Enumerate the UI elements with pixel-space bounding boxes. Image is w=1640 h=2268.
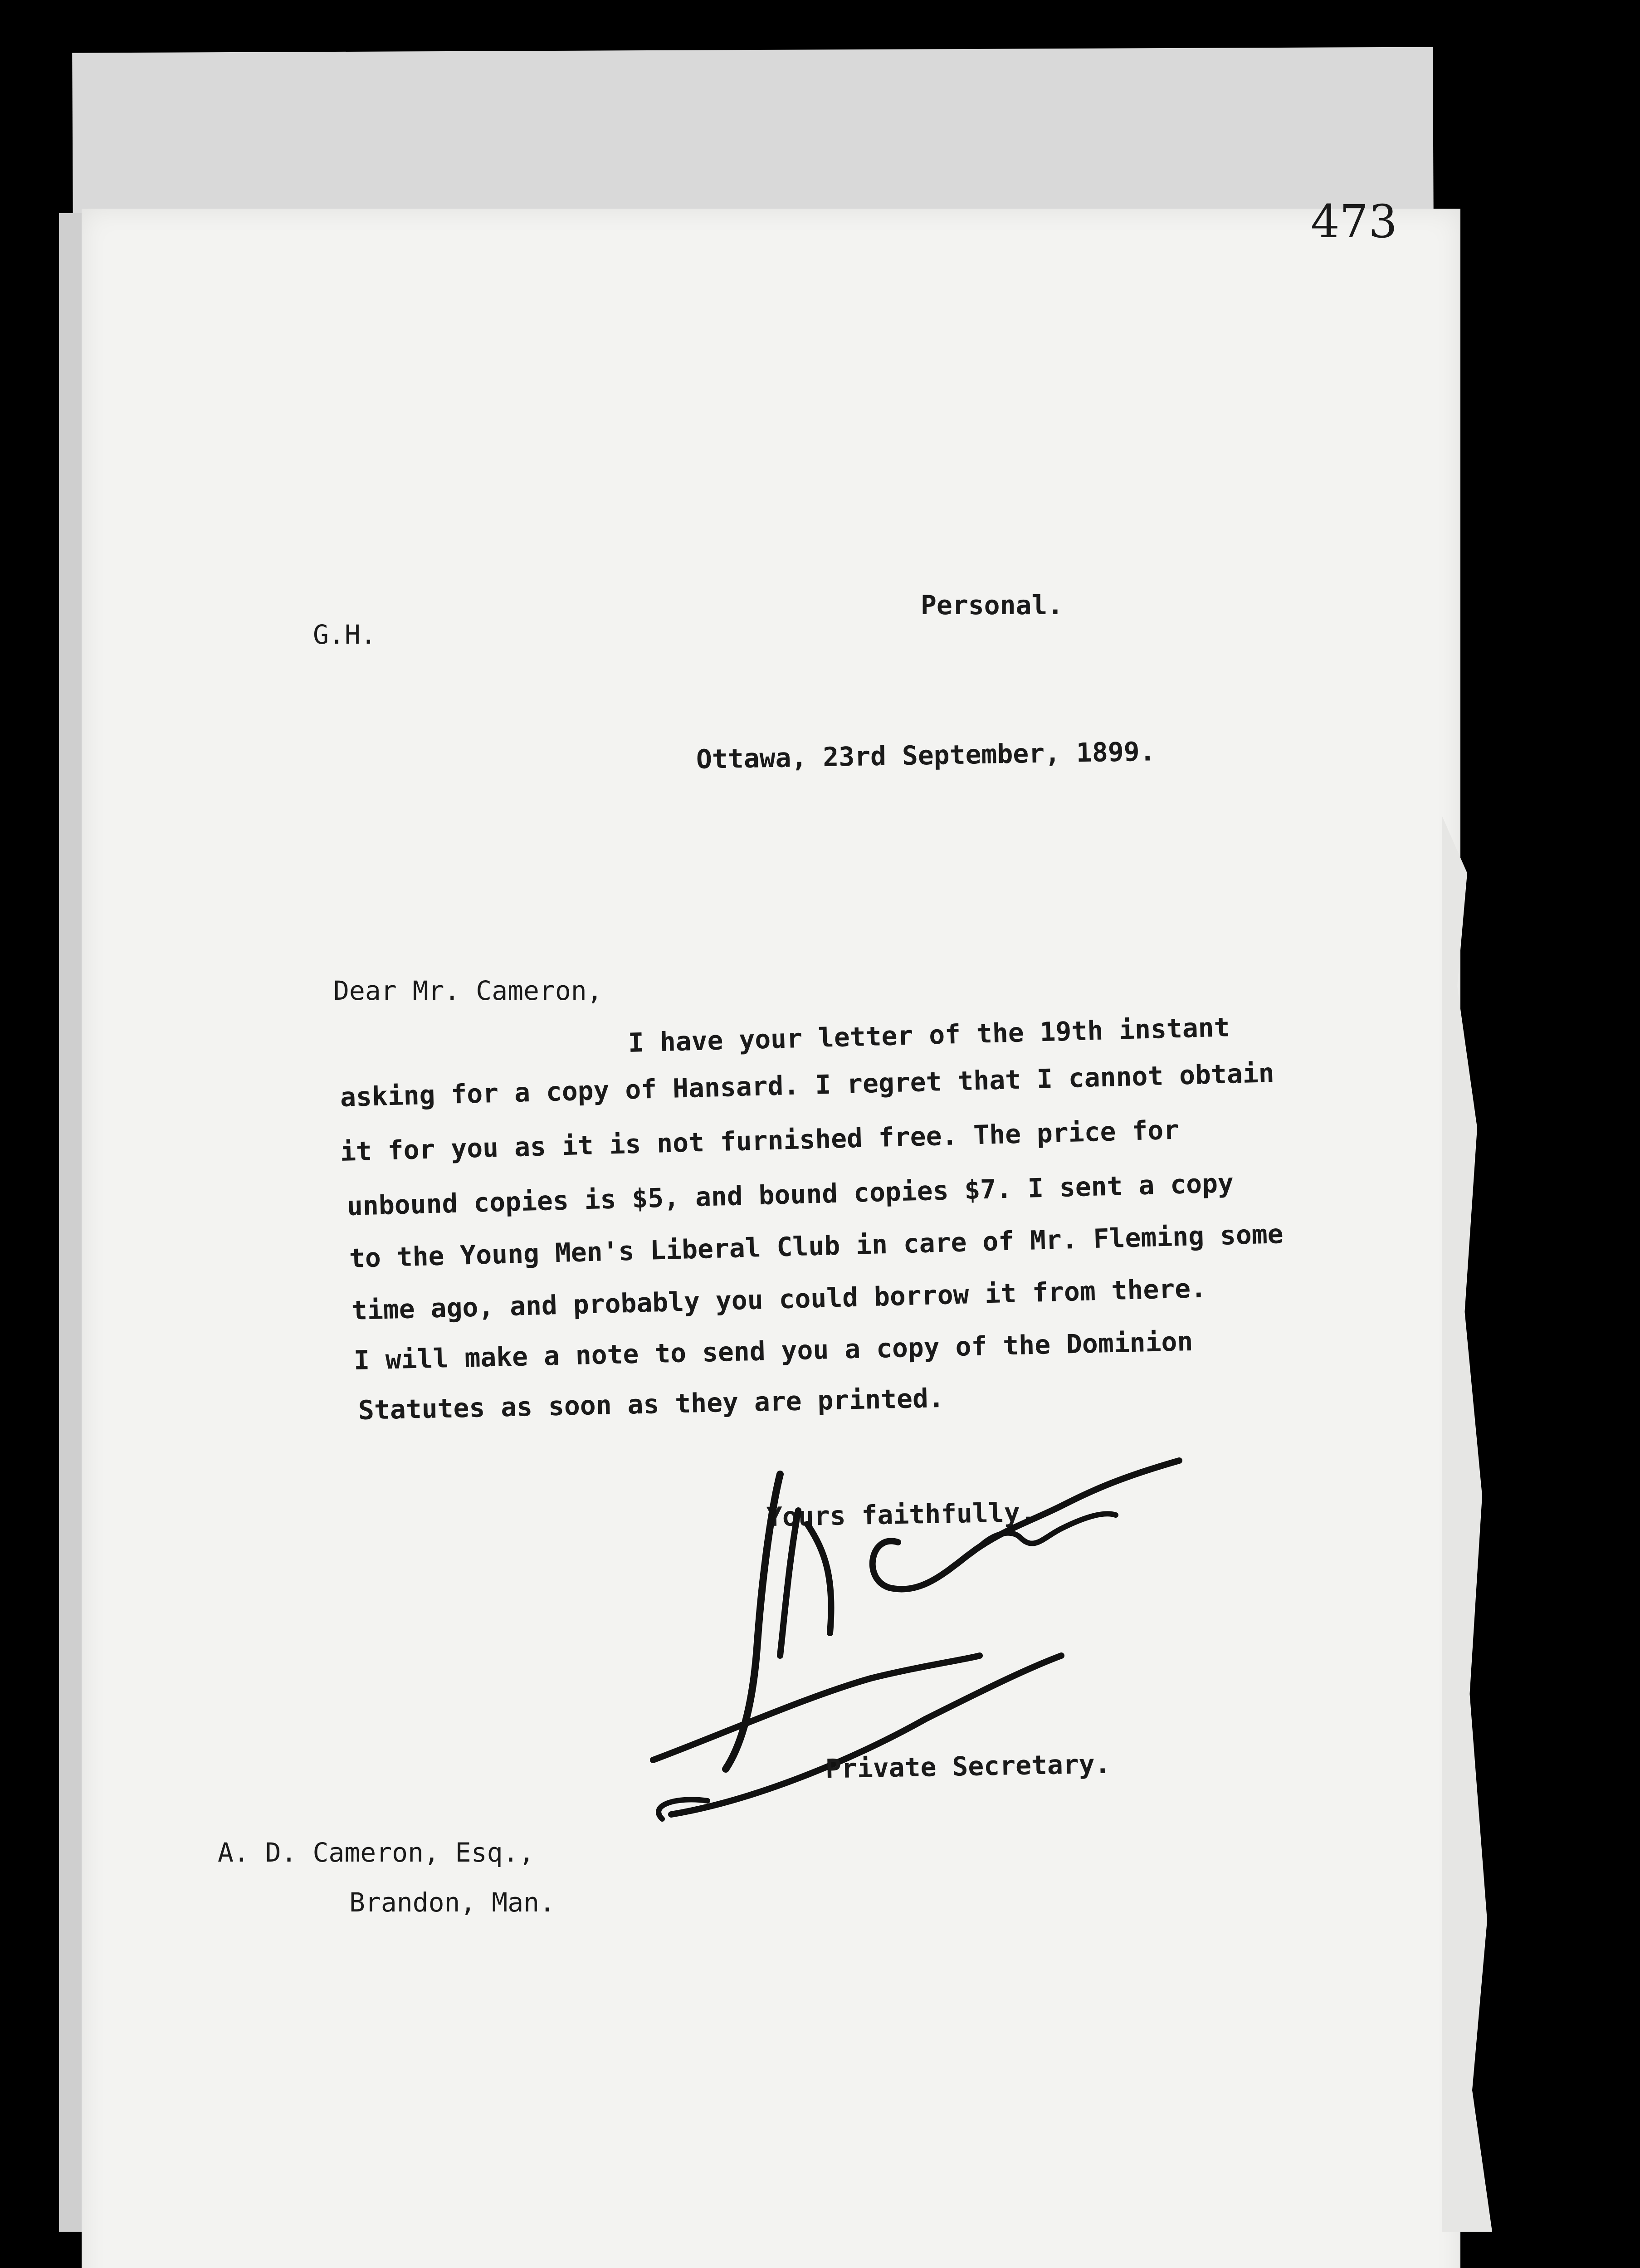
recipient-name: A. D. Cameron, Esq., [218,1837,535,1868]
salutation: Dear Mr. Cameron, [333,975,603,1006]
body-line: it for you as it is not furnished free. The price for [340,1114,1180,1167]
body-line: time ago, and probably you could borrow it from there. [351,1272,1207,1326]
body-line: I will make a note to send you a copy of the Dominion [353,1326,1194,1376]
signer-title: Private Secretary. [825,1748,1111,1784]
body-line: I have your letter of the 19th instant [628,1012,1230,1058]
body-line: Statutes as soon as they are printed. [358,1382,945,1426]
closing: Yours faithfully, [766,1496,1036,1533]
body-line: asking for a copy of Hansard. I regret that I cannot obtain [340,1057,1275,1113]
body-line: to the Young Men's Liberal Club in care of Mr. Fleming some [349,1218,1284,1274]
body-line: unbound copies is $5, and bound copies $7. I sent a copy [347,1167,1234,1222]
page-number: 473 [1311,195,1397,248]
dateline: Ottawa, 23rd September, 1899. [696,736,1156,775]
personal-marking: Personal. [921,590,1064,621]
recipient-place: Brandon, Man. [349,1887,555,1918]
designation-initials: G.H. [313,619,376,650]
